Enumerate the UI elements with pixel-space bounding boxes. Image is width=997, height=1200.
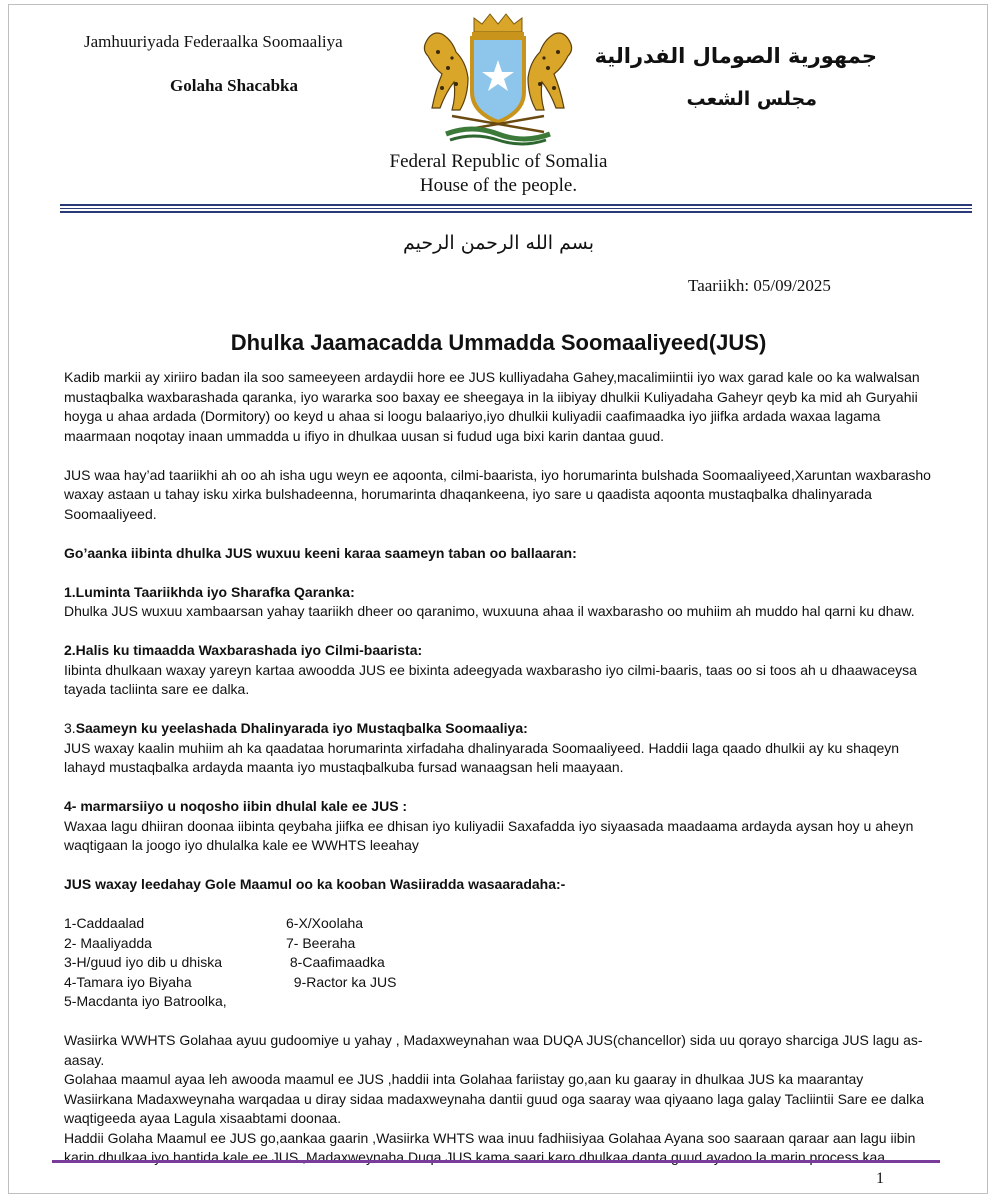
section-3-text: JUS waxay kaalin muhiim ah ka qaadataa horumarinta xirfadaha dhalinyarada Soomaaliyeed. Haddii laga qaado dhulkii ay ku shaqeyn lahayd mustaqbalka ardayda maanta iyo mustaqbalkuba fursad wanaagsan heli maayaan.: [64, 739, 900, 775]
section-1-heading: 1.Luminta Taariikhda iyo Sharafka Qaranka:: [64, 583, 355, 600]
page-number: 1: [876, 1170, 884, 1187]
list-item: 3-H/guud iyo dib u dhiska: [64, 954, 222, 970]
closing-section: [64, 1031, 934, 1168]
header-rule-bottom: [60, 211, 972, 213]
section-3-heading: Saameyn ku yeelashada Dhalinyarada iyo Mustaqbalka Soomaaliya:: [75, 720, 528, 736]
list-item: 1-Caddaalad: [64, 915, 145, 931]
section-4-number: 4-: [64, 798, 81, 814]
section-2-text: Iibinta dhulkaan waxay yareyn kartaa awoodda JUS ee bixinta adeegyada waxbarasho iyo cilmi-baaris, taas oo si toos ah u dhaawaceysa tayada tacliinta sare ee dalka.: [64, 661, 917, 697]
list-item: [286, 992, 586, 1012]
list-item: 8-Caafimaadka: [286, 954, 385, 970]
header-somali-house: Golaha Shacabka: [170, 76, 299, 95]
basmala: بسم الله الرحمن الرحيم: [403, 232, 594, 254]
list-item: 5-Macdanta iyo Batroolka,: [64, 993, 227, 1009]
list-item: 6-X/Xoolaha: [286, 915, 364, 931]
section-3: [64, 719, 934, 778]
header-rule-top: [60, 204, 972, 206]
list-item: 2- Maaliyadda: [64, 934, 152, 951]
closing-paragraph-1: Wasiirka WWHTS Golahaa ayuu gudoomiye u yahay , Madaxweynahan waa DUQA JUS(chancellor) sida uu qorayo sharciga JUS lagu as-aasay.: [64, 1032, 923, 1068]
header-english-country: Federal Republic of Somalia: [389, 151, 608, 172]
footer-rule: [52, 1160, 940, 1163]
document-title: Dhulka Jaamacadda Ummadda Soomaaliyeed(JUS): [230, 330, 767, 355]
paragraph-impact-heading: Go’aanka iibinta dhulka JUS wuxuu keeni karaa saameyn taban oo ballaaran:: [64, 544, 577, 561]
document-date: Taariikh: 05/09/2025: [688, 276, 831, 295]
paragraph-about-jus: JUS waa hay’ad taariikhi ah oo ah isha ugu weyn ee aqoonta, cilmi-baarista, iyo horumarinta bulshada Soomaaliyeed,Xaruntan waxbarasho waxay astaan u tahay isku xirka bulshadeenna, horumarinta dhaqankeena, iyo sare u qaadista aqoonta mustaqbalka dhalinyarada Soomaaliyeed.: [64, 466, 931, 522]
header-arabic-house: مجلس الشعب: [686, 88, 817, 110]
section-4: [64, 797, 934, 856]
section-4-heading: marmarsiiyo u noqosho iibin dhulal kale ee JUS :: [80, 798, 408, 814]
document-body: [64, 368, 934, 1168]
closing-paragraph-3: Haddii Golaha Maamul ee JUS go,aankaa gaarin ,Wasiirka WHTS waa inuu fadhiisiyaa Golahaa Ayana soo saaraan qaraar aan lagu iibin karin dhulkaa iyo hantida kale ee JUS ,Madaxweynaha Duqa JUS kama saari karo dhulkaa danta guud ayadoo la marin process kaa.: [64, 1129, 916, 1165]
paragraph-intro: Kadib markii ay xiriiro badan ila soo sameeyeen ardaydii hore ee JUS kulliyadaha Gahey,macalimiintii iyo wax garad kale oo ka walwalsan mustaqbalka waxbarashada qaranka, iyo wararka soo baxay ee sheegaya in la iibiyay dhulkii Kuliyadaha Gaheyr qeyb ka mid ah Guryahii hoyga u ahaa ardada (Dormitory) oo keyd u ahaa si loogu balaariyo,iyo dhulkii kuliyadii caafimaadka iyo jiifka ardada waxaa lagama maarmaan noqotay inaan ummadda u ifiyo in dhulkaa uusan si fudud uga bixi karin dantaa guud.: [64, 369, 920, 444]
section-1: [64, 583, 934, 622]
section-3-number: 3.: [64, 720, 76, 736]
somalia-coat-of-arms-icon: [412, 12, 584, 152]
section-4-text: Waxaa lagu dhiiran doonaa iibinta qeybaha jiifka ee dhisan iyo kuliyadii Saxafadda iyo siyaasada maadaama ardayda aysan hoy u aheyn waqtigaan la joogo iyo dhulalka kale ee WWHTS leeahay: [64, 817, 914, 853]
section-1-text: Dhulka JUS wuxuu xambaarsan yahay taariikh dheer oo qaranimo, wuxuuna ahaa il waxbarasho oo muhiim ah muddo hal qarni ku dhaw.: [64, 603, 915, 619]
closing-paragraph-2: Golahaa maamul ayaa leh awooda maamul ee JUS ,haddii inta Golahaa fariistay go,aan ku gaaray in dhulkaa JUS ka maarantay Wasiirkana Madaxweynaha warqadaa u diray sidaa madaxweynaha dantii guud oga saaray waa qiyaano laga galay Tacliintii Sare ee dalka waqtigeeda ayaa Lagula xisaabtami doonaa.: [64, 1071, 924, 1126]
header-somali-country: Jamhuuriyada Federaalka Soomaaliya: [84, 32, 343, 51]
header-rule-middle: [60, 208, 972, 209]
ministries-list: [64, 914, 934, 1012]
list-item: 9-Ractor ka JUS: [286, 973, 397, 990]
list-item: 7- Beeraha: [286, 934, 356, 951]
header-arabic-country: جمهورية الصومال الفدرالية: [594, 44, 877, 68]
section-2: [64, 641, 934, 700]
section-2-heading: 2.Halis ku timaadda Waxbarashada iyo Cilmi-baarista:: [64, 642, 423, 658]
header-english-house: House of the people.: [419, 175, 578, 196]
paragraph-board-heading: JUS waxay leedahay Gole Maamul oo ka kooban Wasiiradda wasaaradaha:-: [64, 876, 566, 892]
list-item: 4-Tamara iyo Biyaha: [64, 973, 192, 990]
